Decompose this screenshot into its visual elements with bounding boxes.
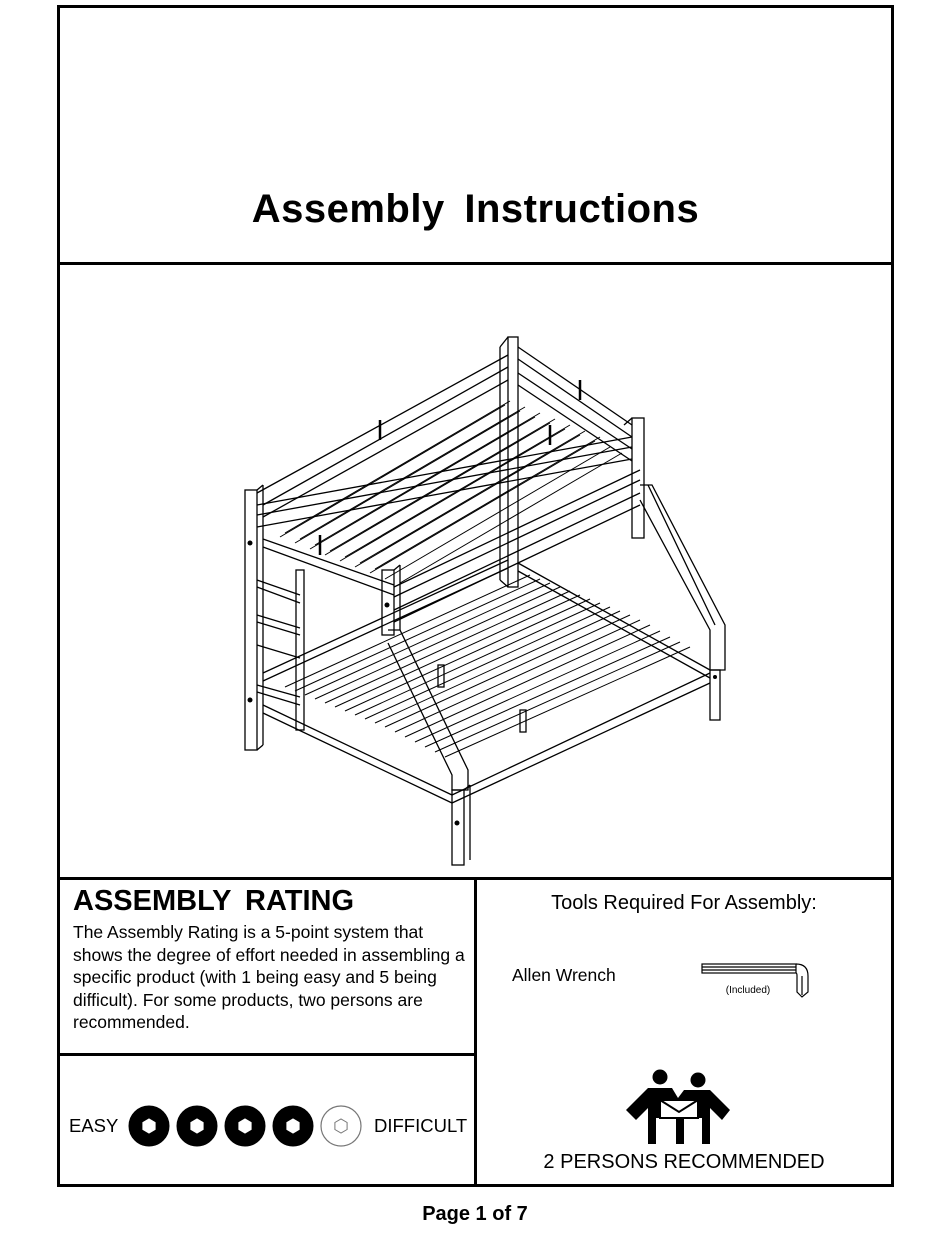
rating-dot-empty xyxy=(321,1106,361,1146)
tool-name: Allen Wrench xyxy=(512,965,616,985)
tools-heading: Tools Required For Assembly: xyxy=(551,892,817,914)
hex-bolt-icon xyxy=(143,1119,155,1133)
rating-heading: ASSEMBLY RATING xyxy=(73,885,355,917)
divider xyxy=(60,262,891,265)
hex-bolt-icon xyxy=(239,1119,251,1133)
rating-scale xyxy=(128,1102,373,1150)
difficult-label: DIFFICULT xyxy=(374,1115,468,1136)
easy-label: EASY xyxy=(69,1115,119,1136)
rating-description: The Assembly Rating is a 5-point system that shows the degree of effort needed in assembling a specific product (with 1 being easy and 5 being difficult). For some products, two persons are recommended. xyxy=(73,922,465,1032)
tool-note: (Included) xyxy=(725,985,771,996)
page-title: Assembly Instructions xyxy=(251,187,700,231)
divider xyxy=(474,880,477,1184)
bunk-bed-illustration xyxy=(220,325,740,870)
two-persons-icon xyxy=(622,1068,734,1146)
divider xyxy=(60,1053,474,1056)
page-number: Page 1 of 7 xyxy=(422,1203,528,1225)
hex-bolt-icon xyxy=(287,1119,299,1133)
persons-label: 2 PERSONS RECOMMENDED xyxy=(543,1151,825,1173)
hex-bolt-icon xyxy=(191,1119,203,1133)
